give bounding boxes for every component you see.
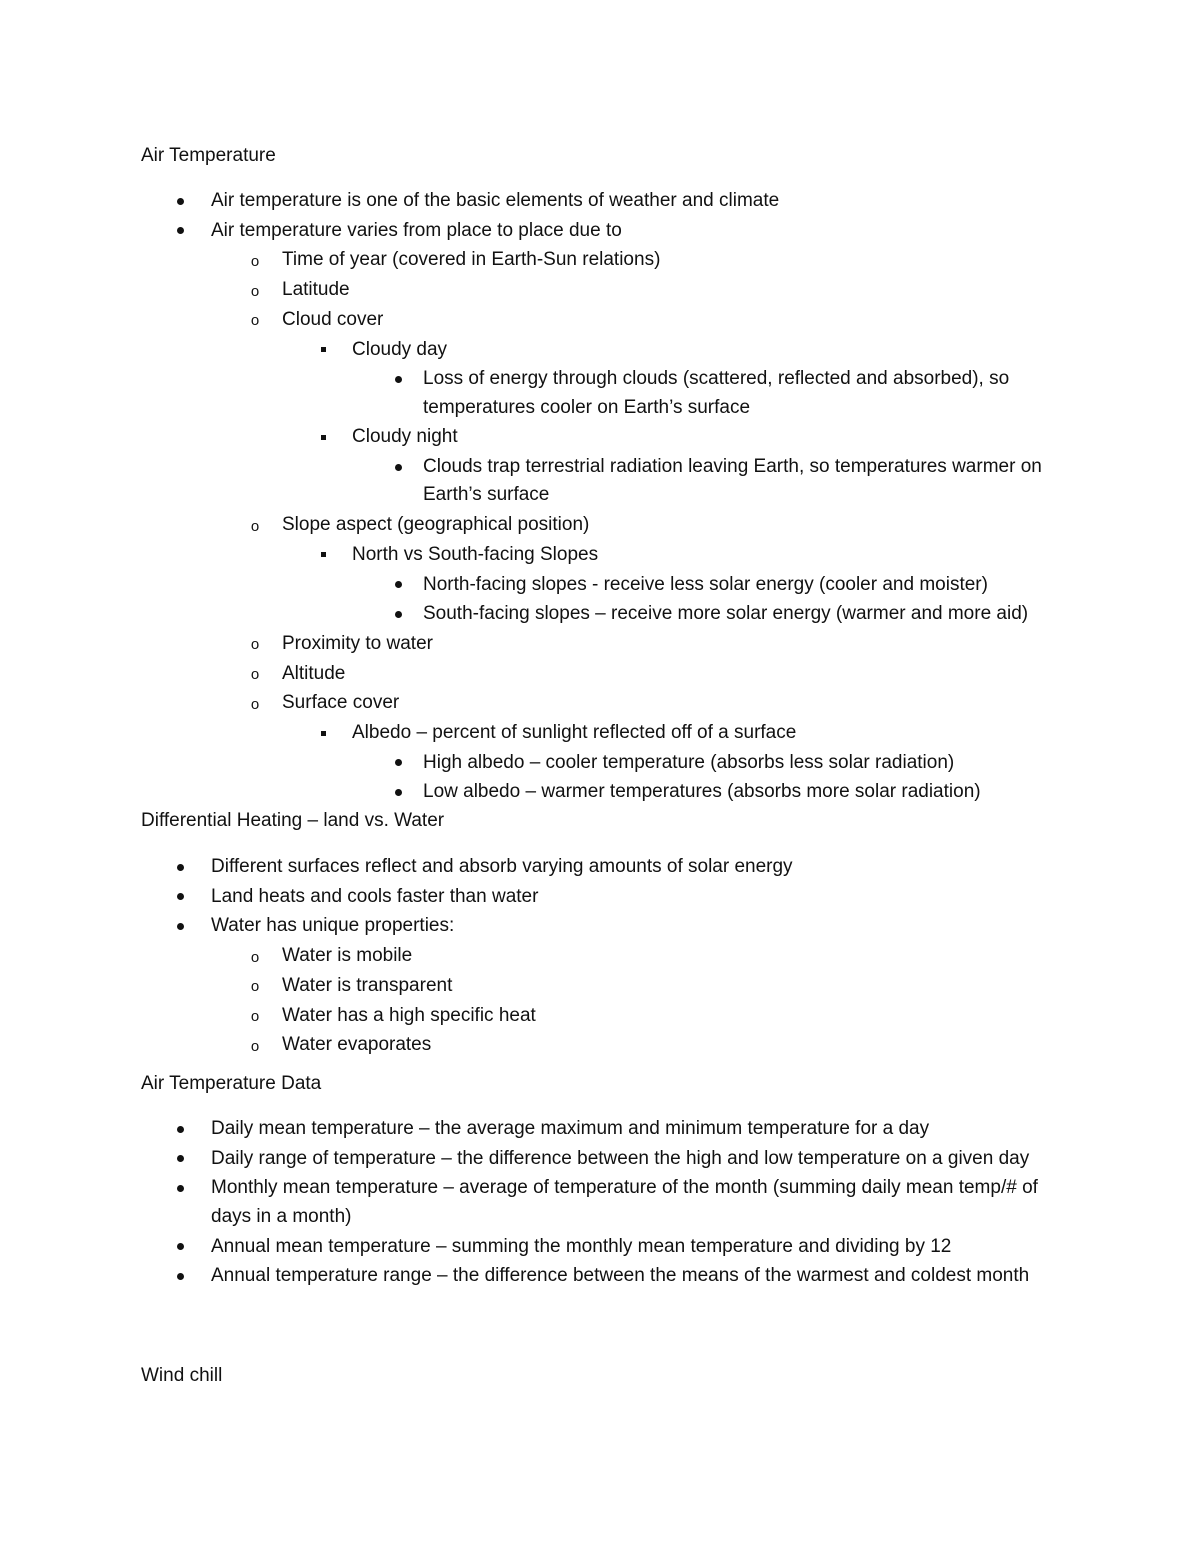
- bullet-disc-icon: [388, 453, 408, 481]
- list-item: [313, 541, 1052, 569]
- list-item-text: Altitude: [282, 662, 346, 684]
- list-item: [170, 1262, 1041, 1290]
- bullet-disc-icon: [388, 778, 408, 806]
- bullet-square-icon: [313, 541, 333, 569]
- list-item-text: Time of year (covered in Earth-Sun relations): [282, 249, 661, 271]
- list-item: [170, 1115, 1041, 1143]
- list-item-text: Water evaporates: [282, 1034, 432, 1056]
- list-item-text: Loss of energy through clouds (scattered, reflected and absorbed), so temperatures cooler on Earth’s surface: [423, 368, 1010, 418]
- list-item-text: Albedo – percent of sunlight reflected off of a surface: [352, 722, 797, 743]
- list-item: [388, 365, 1063, 422]
- bullet-disc-icon: [170, 883, 190, 911]
- bullet-disc-icon: [388, 571, 408, 599]
- list-item: [170, 1145, 1041, 1173]
- section-heading: Air Temperature Data: [141, 1073, 322, 1094]
- bullet-square-icon: [313, 423, 333, 451]
- list-item-text: Water is mobile: [282, 945, 413, 967]
- bullet-disc-icon: [170, 217, 190, 245]
- list-item-text: Cloud cover: [282, 308, 384, 330]
- list-item: [170, 1233, 1041, 1261]
- list-item-text: Annual mean temperature – summing the monthly mean temperature and dividing by 12: [211, 1235, 952, 1257]
- bullet-disc-icon: [170, 1174, 190, 1202]
- list-item: [245, 1031, 1042, 1059]
- list-item: [313, 719, 1052, 747]
- list-item: [170, 883, 1041, 911]
- list-item: [388, 749, 1063, 777]
- list-item-text: Air temperature is one of the basic elements of weather and climate: [211, 190, 780, 211]
- bullet-disc-icon: [170, 1145, 190, 1173]
- list-item: [245, 942, 1042, 970]
- list-item: [388, 571, 1063, 599]
- list-item-text: Air temperature varies from place to place due to: [211, 219, 622, 241]
- bullet-circle-icon: o: [250, 1008, 260, 1025]
- list-item: [388, 453, 1063, 510]
- bullet-circle-icon: o: [250, 948, 260, 966]
- bullet-disc-icon: [388, 600, 408, 628]
- list-item-text: North vs South-facing Slopes: [352, 543, 599, 565]
- list-item: [388, 600, 1063, 628]
- list-item-text: Proximity to water: [282, 632, 433, 654]
- list-item: [170, 187, 1041, 215]
- bullet-disc-icon: [388, 749, 408, 777]
- list-item: [388, 778, 1063, 806]
- list-item: [245, 972, 1042, 1000]
- list-item-text: Surface cover: [282, 692, 400, 714]
- list-item-text: Cloudy night: [352, 426, 458, 448]
- list-item: [245, 630, 1042, 658]
- list-item: [170, 853, 1041, 881]
- list-item-text: Annual temperature range – the difference between the means of the warmest and coldest month: [211, 1265, 1030, 1287]
- list-item: [245, 306, 1042, 334]
- list-item-text: Water has unique properties:: [211, 915, 455, 937]
- list-item: [313, 423, 1052, 451]
- list-item: [170, 1174, 1041, 1231]
- bullet-disc-icon: [170, 1233, 190, 1261]
- list-item-text: High albedo – cooler temperature (absorbs less solar radiation): [423, 751, 955, 773]
- list-item-text: Clouds trap terrestrial radiation leaving Earth, so temperatures warmer on Earth’s surface: [423, 456, 1042, 506]
- list-item: [245, 511, 1042, 539]
- bullet-circle-icon: o: [250, 282, 260, 300]
- section-heading: Air Temperature: [141, 145, 276, 166]
- bullet-square-icon: [313, 336, 333, 364]
- list-item-text: North-facing slopes - receive less solar energy (cooler and moister): [423, 573, 988, 595]
- list-item: [245, 689, 1042, 717]
- bullet-circle-icon: o: [250, 636, 260, 654]
- bullet-circle-icon: o: [250, 978, 260, 996]
- bullet-circle-icon: o: [250, 312, 260, 330]
- list-item: [170, 217, 1041, 245]
- bullet-circle-icon: o: [250, 252, 260, 270]
- list-item: [313, 336, 1052, 364]
- list-item-text: Water has a high specific heat: [282, 1004, 536, 1026]
- bullet-disc-icon: [170, 1115, 190, 1143]
- list-item-text: Slope aspect (geographical position): [282, 514, 590, 536]
- list-item-text: Latitude: [282, 279, 350, 301]
- bullet-disc-icon: [170, 1262, 190, 1290]
- list-item: [245, 660, 1042, 688]
- bullet-circle-icon: o: [250, 666, 260, 684]
- list-item: [245, 276, 1042, 304]
- bullet-circle-icon: o: [250, 1037, 260, 1055]
- list-item-text: Water is transparent: [282, 974, 453, 996]
- section-heading: Wind chill: [141, 1365, 223, 1386]
- bullet-circle-icon: o: [250, 517, 260, 535]
- bullet-disc-icon: [170, 187, 190, 215]
- list-item-text: Low albedo – warmer temperatures (absorbs more solar radiation): [423, 781, 981, 803]
- list-item-text: Daily range of temperature – the difference between the high and low temperature on a given day: [211, 1147, 1030, 1169]
- bullet-disc-icon: [170, 853, 190, 881]
- section-heading: Differential Heating – land vs. Water: [141, 810, 445, 831]
- bullet-disc-icon: [388, 365, 408, 393]
- list-item: [245, 246, 1042, 274]
- list-item-text: Daily mean temperature – the average maximum and minimum temperature for a day: [211, 1118, 930, 1139]
- list-item-text: Cloudy day: [352, 338, 448, 360]
- list-item: [170, 912, 1041, 940]
- list-item: [245, 1002, 1042, 1030]
- bullet-circle-icon: o: [250, 695, 260, 713]
- bullet-disc-icon: [170, 912, 190, 940]
- list-item-text: Land heats and cools faster than water: [211, 885, 539, 907]
- list-item-text: Monthly mean temperature – average of temperature of the month (summing daily mean temp/# of days in a month): [211, 1177, 1038, 1227]
- bullet-square-icon: [313, 719, 333, 747]
- list-item-text: Different surfaces reflect and absorb varying amounts of solar energy: [211, 856, 793, 877]
- list-item-text: South-facing slopes – receive more solar energy (warmer and more aid): [423, 603, 1029, 625]
